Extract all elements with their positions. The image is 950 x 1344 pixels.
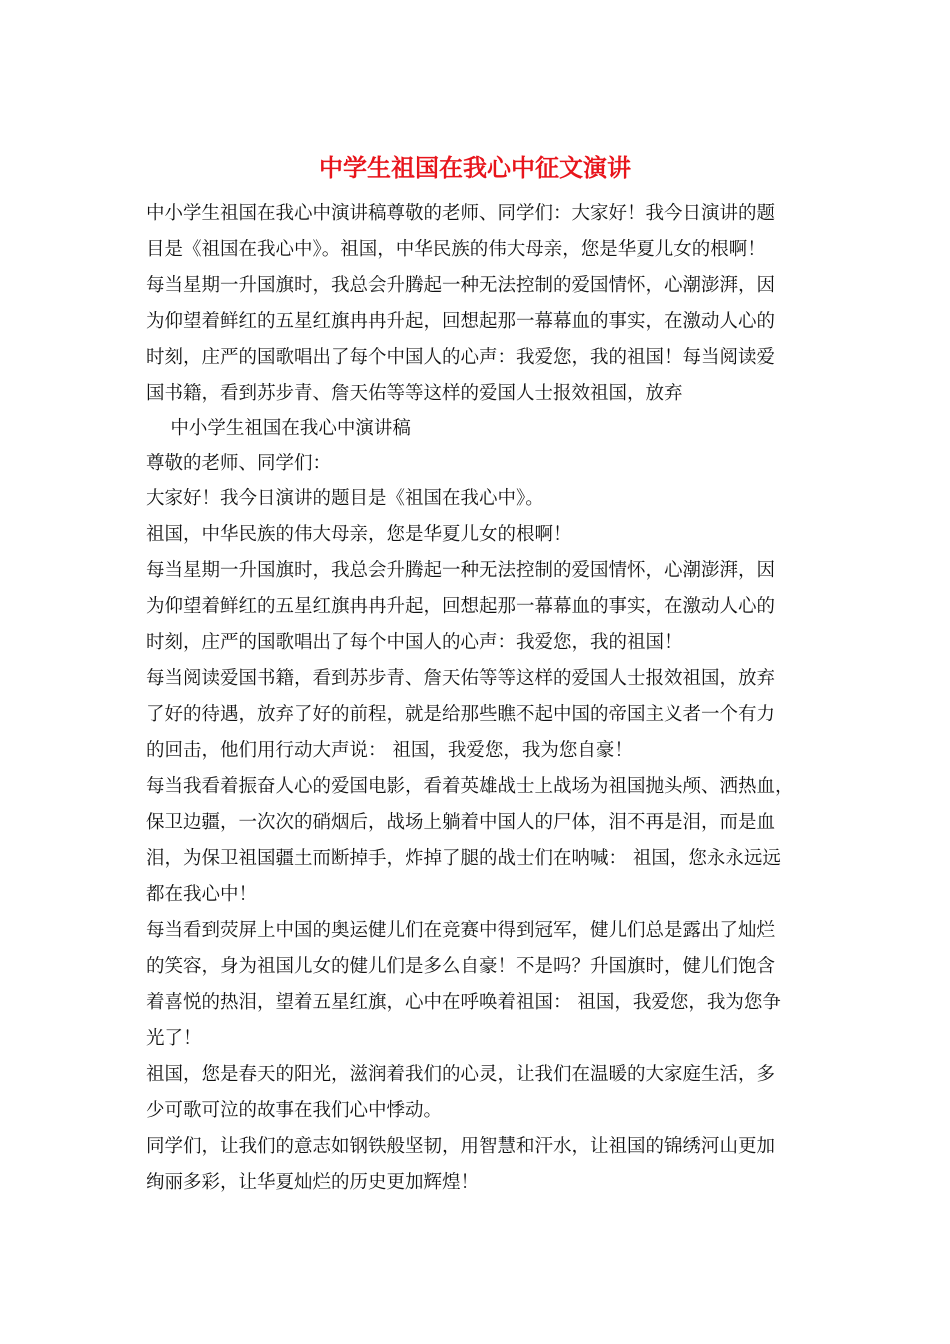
- text-line: 中小学生祖国在我心中演讲稿尊敬的老师、同学们：大家好！我今日演讲的题: [146, 203, 776, 224]
- text-line: 时刻，庄严的国歌唱出了每个中国人的心声：我爱您，我的祖国！每当阅读爱: [146, 347, 776, 368]
- text-line: 着喜悦的热泪，望着五星红旗，心中在呼唤着祖国： 祖国，我爱您，我为您争: [146, 992, 781, 1013]
- text-line: 时刻，庄严的国歌唱出了每个中国人的心声：我爱您，我的祖国！: [146, 632, 683, 653]
- text-line: 中小学生祖国在我心中演讲稿: [146, 418, 411, 439]
- text-line: 祖国，中华民族的伟大母亲，您是华夏儿女的根啊！: [146, 524, 572, 545]
- text-line: 祖国，您是春天的阳光，滋润着我们的心灵，让我们在温暖的大家庭生活，多: [146, 1064, 776, 1085]
- text-line: 少可歌可泣的故事在我们心中悸动。: [146, 1100, 443, 1121]
- text-line: 的回击，他们用行动大声说： 祖国，我爱您，我为您自豪！: [146, 740, 633, 761]
- text-line: 尊敬的老师、同学们：: [146, 453, 332, 474]
- document-body: [146, 196, 826, 1201]
- text-line: 大家好！我今日演讲的题目是《祖国在我心中》。: [146, 488, 544, 509]
- text-line: 保卫边疆，一次次的硝烟后，战场上躺着中国人的尸体，泪不再是泪，而是血: [146, 812, 776, 833]
- text-line: 了好的待遇，放弃了好的前程，就是给那些瞧不起中国的帝国主义者一个有力: [146, 704, 776, 725]
- text-line: 为仰望着鲜红的五星红旗冉冉升起，回想起那一幕幕血的事实，在激动人心的: [146, 596, 776, 617]
- text-line: 每当看到荧屏上中国的奥运健儿们在竞赛中得到冠军，健儿们总是露出了灿烂: [146, 920, 776, 941]
- text-line: 每当我看着振奋人心的爱国电影，看着英雄战士上战场为祖国抛头颅、洒热血，: [146, 776, 794, 797]
- text-line: 每当星期一升国旗时，我总会升腾起一种无法控制的爱国情怀，心潮澎湃，因: [146, 275, 776, 296]
- text-line: 光了！: [146, 1028, 202, 1049]
- text-line: 为仰望着鲜红的五星红旗冉冉升起，回想起那一幕幕血的事实，在激动人心的: [146, 311, 776, 332]
- text-line: 每当阅读爱国书籍，看到苏步青、詹天佑等等这样的爱国人士报效祖国，放弃: [146, 668, 776, 689]
- text-line: 每当星期一升国旗时，我总会升腾起一种无法控制的爱国情怀，心潮澎湃，因: [146, 560, 776, 581]
- text-line: 都在我心中！: [146, 884, 258, 905]
- text-line: 的笑容，身为祖国儿女的健儿们是多么自豪！不是吗？升国旗时，健儿们饱含: [146, 956, 776, 977]
- text-line: 同学们，让我们的意志如钢铁般坚韧，用智慧和汗水，让祖国的锦绣河山更加: [146, 1136, 776, 1157]
- text-line: 国书籍，看到苏步青、詹天佑等等这样的爱国人士报效祖国，放弃: [146, 383, 683, 404]
- text-line: 绚丽多彩，让华夏灿烂的历史更加辉煌！: [146, 1172, 480, 1193]
- text-line: 目是《祖国在我心中》。祖国，中华民族的伟大母亲，您是华夏儿女的根啊！: [146, 239, 766, 260]
- document-title: 中学生祖国在我心中征文演讲: [319, 154, 631, 182]
- text-line: 泪，为保卫祖国疆土而断掉手，炸掉了腿的战士们在呐喊： 祖国，您永永远远: [146, 848, 781, 869]
